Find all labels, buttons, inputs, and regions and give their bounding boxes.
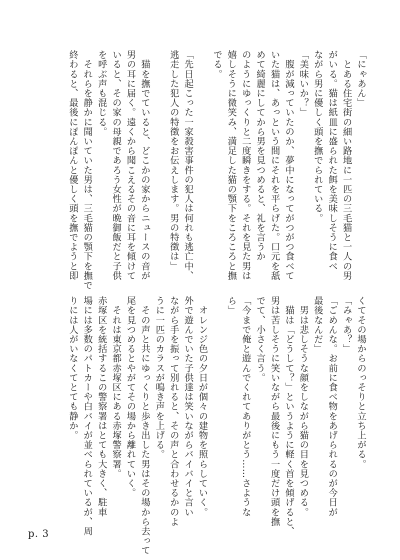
text-line: を呼ぶ声も混じる。 [95,50,107,137]
text-line [209,296,223,528]
text-line: 外で遊んでいた子供達は笑いながらバイバイと言い [182,296,194,517]
text-line: それらを静かに聞いていた男は、三毛猫の顎下を撫で [81,50,93,290]
text-line: それは東京都赤塚区にある赤塚警察署。 [110,296,122,479]
text-line: 「今まで俺と遊んでくれてありがとう……さような [239,296,251,517]
text-line: 「みゃあ？」 [340,296,352,354]
text-line: 嬉しそうに微笑み、満足した猫の顎下をころころと撫 [225,50,237,281]
text-line: 男の耳に届く。遠くから聞こえるその音に耳を傾けて [124,50,136,281]
text-line: とある住宅街の細い路地に一匹の三毛猫と一人の男 [340,50,352,281]
text-line: 「美味いか？」 [297,50,309,118]
text-block-bottom [64,296,367,556]
text-line: 猫は「どうして？」というように軽く首を傾げると、 [282,296,294,536]
text-line [194,50,208,282]
text-line: 赤塚区を統括するこの警察署はとても大きく、駐車 [95,296,107,517]
text-line: ながら手を振って別れると、その声と合わせるかのよ [167,296,179,527]
text-line: 尾を見つめるとやがてその場から離れていく。 [124,296,136,498]
text-line: 場には多数のパトカーや白バイが並べられているが、周 [81,296,93,536]
text-line: がいる。猫は紙皿に盛られた餌を美味しそうに食べ [326,50,338,271]
text-line: めて綺麗にしてから男を見つめると、礼を言うか [254,50,266,262]
text-line: その声と共にゆっくりと歩き出した男はその場から去って [138,296,150,556]
text-line: 終わると、最後にぽんぽんと優しく頭を撫でようと即 [66,50,78,281]
text-line: のようにゆっくりと二度瞬きをする。それを見た男は [239,50,251,281]
text-line: 逃走した犯人の特徴をお伝えします。男の特徴は」 [167,50,179,271]
text-line: 最後なんだ」 [311,296,323,354]
text-line: うに一匹のカラスが鳴き声を上げる。 [153,296,165,460]
text-line: いた猫は、あっという間にそれを平らげた。口元を舐 [268,50,280,281]
text-line: ながら男に優しく頭を撫でられている。 [311,50,323,223]
text-line: いると、その家の母親であろう女性が晩御飯だと子供 [110,50,122,281]
text-line: 腹が減っていたのか、夢中になってがつがつ食べて [282,50,294,281]
text-block-top [64,50,367,290]
text-line: 猫を撫でていると、どこかの家からニュースの音が [138,50,150,281]
text-line: オレンジ色の夕日が個々の建物を照らしていく。 [196,296,208,517]
text-line: くてその場からのっそりと立ち上がる。 [355,296,366,469]
text-line: 男は悲しそうな顔をしながら猫の目を見つめる。 [297,296,309,517]
text-line: りには人がいなくてとても静か。 [66,296,78,440]
text-line: 男は苦しそうに笑いながら最後にもう一度だけ頭を撫 [268,296,280,527]
text-line: でる。 [210,50,222,79]
text-line: 「先日起こった一家殺害事件の犯人は何れも逃亡中、 [182,50,194,281]
page-number: p. 3 [28,529,50,540]
text-line: ら」 [225,296,237,316]
text-line [151,50,165,282]
text-line: 「ごめんな。お前に食べ物をあげられるのが今日が [326,296,338,517]
text-line: でて、小さく言う。 [254,296,266,383]
text-line: 「にゃあん」 [355,50,366,108]
